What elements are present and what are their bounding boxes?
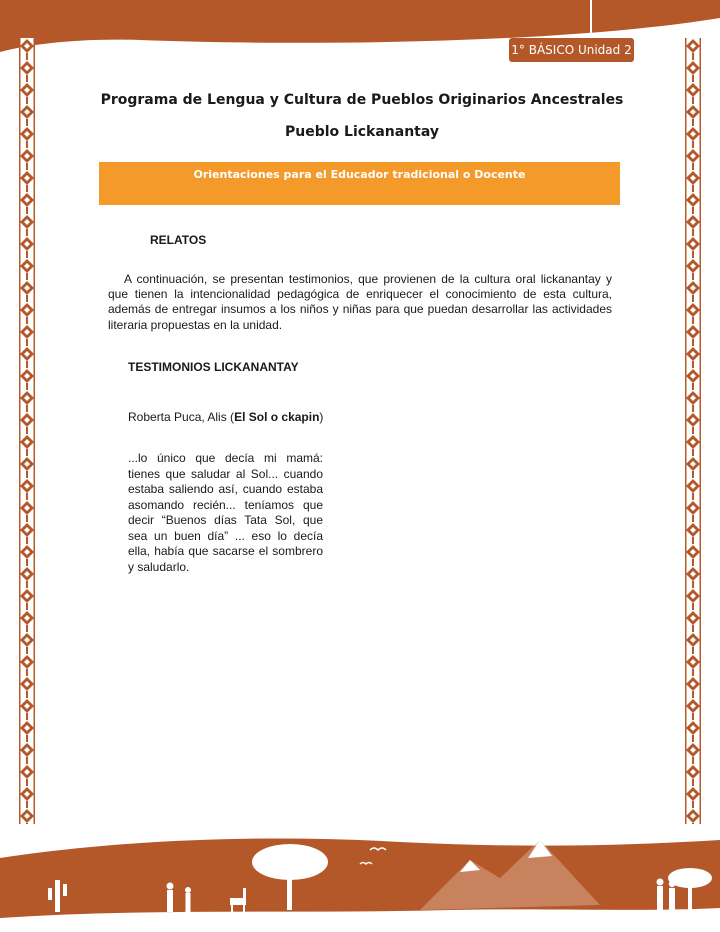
grade-unit-badge: 1° BÁSICO Unidad 2: [509, 38, 634, 62]
author-suffix: ): [319, 410, 324, 424]
people-subtitle: Pueblo Lickanantay: [284, 124, 440, 140]
guidance-banner: [99, 162, 620, 205]
right-border-pattern: [685, 38, 701, 824]
testimony-quote: ...lo único que decía mi mamá: tienes que saludar al Sol... cuando estaba saliendo así, cuando estaba asomando recién... teníamos que decir “Buenos días Tata Sol, que sea un buen día” ... eso lo decía ella, había que sacarse el sombrero y saludarlo.: [128, 451, 323, 574]
guidance-banner-text: Orientaciones para el Educador tradicional o Docente: [193, 168, 526, 181]
intro-paragraph: A continuación, se presentan testimonios, que provienen de la cultura oral lickanantay y que tienen la intencionalidad pedagógica de enriquecer el conocimiento de esta cultura, además de entregar insumos a los niños y niñas para que puedan desarrollar las actividades literaria propuestas en la unidad.: [108, 272, 612, 332]
section-heading: RELATOS: [150, 233, 207, 247]
left-border-pattern: [19, 38, 35, 824]
author-name: Roberta Puca, Alis (: [128, 410, 235, 424]
testimony-author: [128, 410, 323, 424]
testimonies-heading: TESTIMONIOS LICKANANTAY: [128, 360, 299, 374]
program-title: Programa de Lengua y Cultura de Pueblos Originarios Ancestrales: [100, 92, 624, 108]
bottom-landscape-illustration: [0, 800, 720, 932]
testimony-title: El Sol o ckapin: [234, 410, 320, 424]
